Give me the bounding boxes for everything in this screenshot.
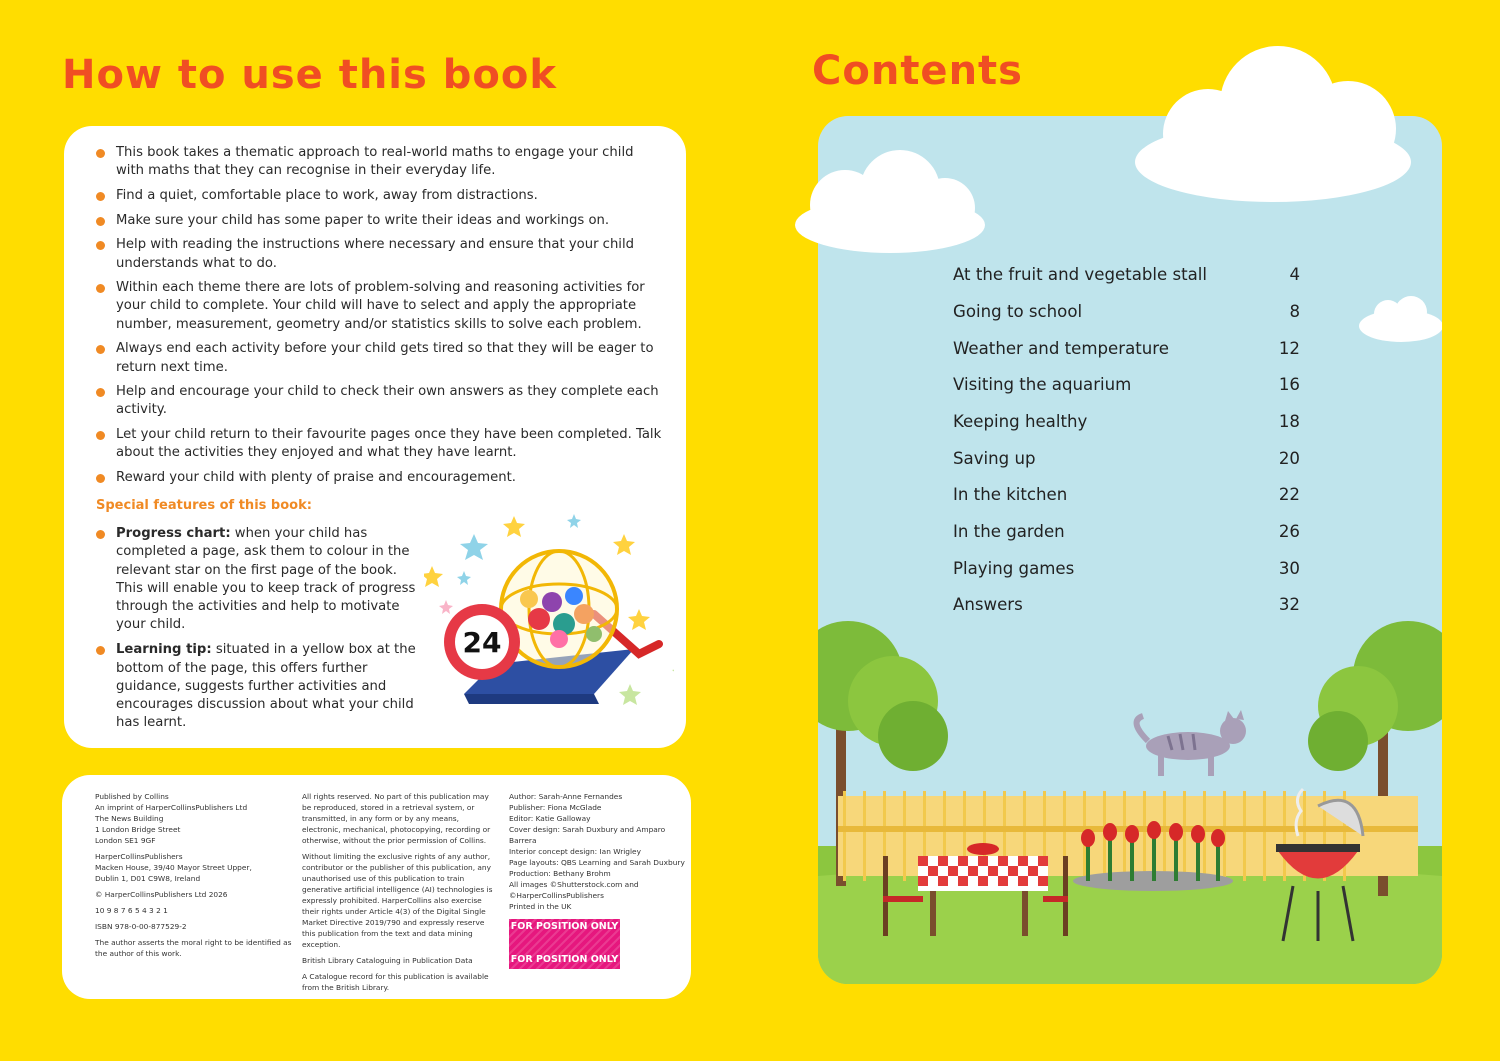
imprint-column-credits: Author: Sarah-Anne Fernandes Publisher: Fiona McGlade Editor: Katie Galloway Cover design: Sarah Duxbury and Amparo Barrera Interior concept design: Ian Wrigley Page layouts: QBS Learning and Sarah Duxbury Production: Bethany Brohm All images ©Shutterstock.com and ©HarperCollinsPublishers Printed in the UK	[509, 792, 685, 911]
bullet-dot-icon	[96, 530, 105, 539]
imprint-card	[62, 775, 691, 999]
instructions-card	[64, 126, 686, 748]
bullet-dot-icon	[96, 646, 105, 655]
list-item: Make sure your child has some paper to write their ideas and workings on.	[96, 212, 662, 230]
list-item: Find a quiet, comfortable place to work, away from distractions.	[96, 187, 662, 205]
bullet-dot-icon	[96, 192, 105, 201]
list-item: Help and encourage your child to check their own answers as they complete each activity.	[96, 383, 662, 419]
cloud-icon	[1356, 294, 1442, 344]
list-item: Let your child return to their favourite pages once they have been completed. Talk about the activities they enjoyed and what they have learnt.	[96, 426, 662, 462]
bullet-dot-icon	[96, 149, 105, 158]
feature-learning-tip: Learning tip: situated in a yellow box at the bottom of the page, this offers further guidance, suggests further activities and encourages discussion about what your child has learnt.	[96, 641, 416, 732]
list-item: This book takes a thematic approach to real-world maths to engage your child with maths that they can recognise in their everyday life.	[96, 144, 662, 180]
for-position-only-badge: FOR POSITION ONLY FOR POSITION ONLY	[509, 919, 620, 969]
bullet-dot-icon	[96, 284, 105, 293]
cloud-icon	[1128, 44, 1418, 204]
bingo-ball-number: 24	[462, 626, 502, 659]
bullet-dot-icon	[96, 345, 105, 354]
page-title-how-to-use: How to use this book	[62, 52, 557, 98]
list-item: Help with reading the instructions where necessary and ensure that your child understands what to do.	[96, 236, 662, 272]
bullet-dot-icon	[96, 431, 105, 440]
imprint-column-publisher: Published by Collins An imprint of HarperCollinsPublishers Ltd The News Building 1 London Bridge Street London SE1 9GF HarperCollinsPublishers Macken House, 39/40 Mayor Street Upper, Dublin 1, D01 C9W8, Ireland © HarperCollinsPublishers Ltd 2026 10 9 8 7 6 5 4 3 2 1 ISBN 978-0-00-877529-2 The author asserts the moral right to be identified as the author of this work.	[95, 792, 292, 958]
instructions-list	[96, 144, 662, 487]
contents-panel: At the fruit and vegetable stall 4 Going to school 8 Weather and temperature 12 Visiting the aquarium 16 Keeping healthy 18 Saving up 20 In the kitchen 22 In the garden 26 Playing games 30 Answers 32	[818, 116, 1442, 984]
cat-icon	[1137, 710, 1246, 776]
list-item: Within each theme there are lots of problem-solving and reasoning activities for your child to complete. Your child will have to select and apply the appropriate number, measurement, geometry and/or statistics skills to solve each problem.	[96, 279, 662, 334]
features-list	[96, 525, 416, 732]
bullet-dot-icon	[96, 241, 105, 250]
imprint-column-rights: All rights reserved. No part of this publication may be reproduced, stored in a retrieval system, or transmitted, in any form or by any means, electronic, mechanical, photocopying, recording or otherwise, without the prior permission of Collins. Without limiting the exclusive rights of any author, contributor or the publisher of this publication, any unauthorised use of this publication to train generative artificial intelligence (AI) technologies is expressly prohibited. HarperCollins also exercise their rights under Article 4(3) of the Digital Single Market Directive 2019/790 and expressly reserve this publication from the text and data mining exception. British Library Cataloguing in Publication Data A Catalogue record for this publication is available from the British Library.	[302, 792, 493, 992]
page-title-contents: Contents	[812, 48, 1023, 94]
list-item: Reward your child with plenty of praise and encouragement.	[96, 469, 662, 487]
special-features-heading: Special features of this book:	[96, 498, 312, 514]
bingo-machine-illustration	[424, 514, 674, 714]
bullet-dot-icon	[96, 217, 105, 226]
list-item: Always end each activity before your child gets tired so that they will be eager to return next time.	[96, 340, 662, 376]
cloud-icon	[790, 150, 990, 255]
bullet-dot-icon	[96, 474, 105, 483]
bullet-dot-icon	[96, 388, 105, 397]
feature-progress-chart: Progress chart: when your child has completed a page, ask them to colour in the relevant star on the first page of the book. This will enable you to keep track of progress through the activities and help to motivate your child.	[96, 525, 416, 634]
